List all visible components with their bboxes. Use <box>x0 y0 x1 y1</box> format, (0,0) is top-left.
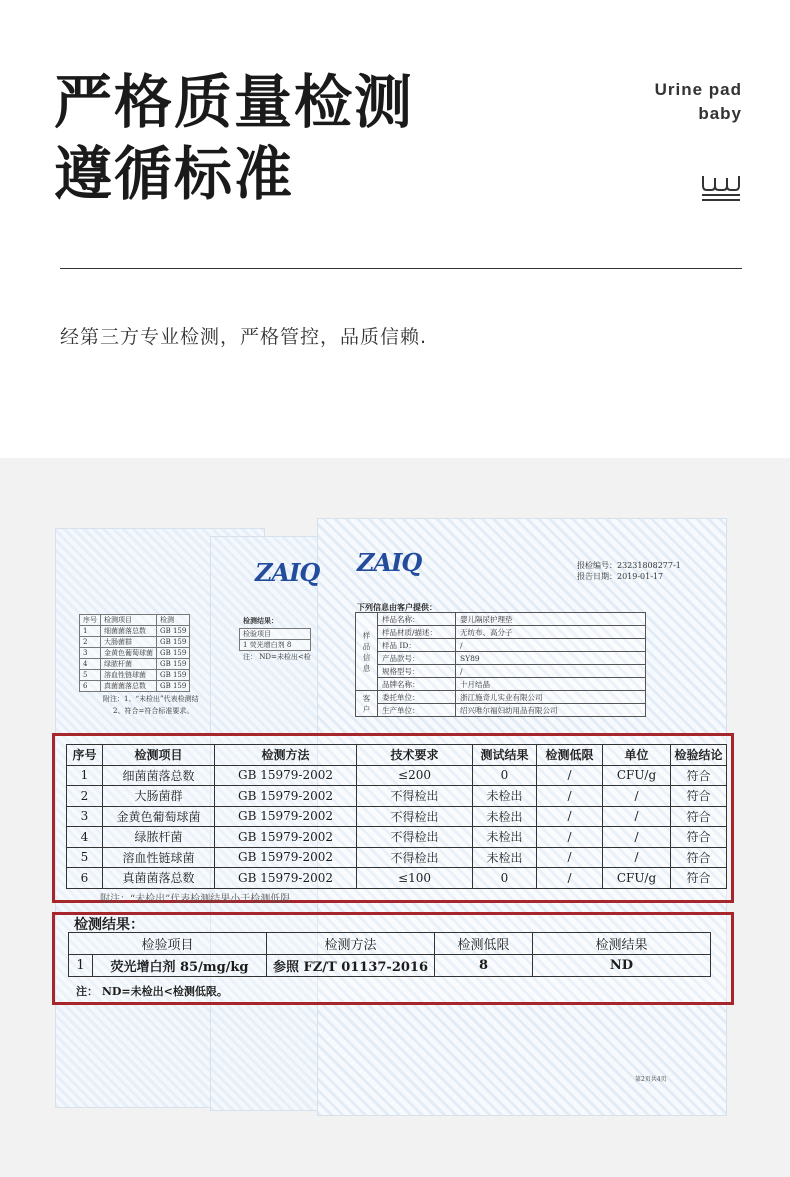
result-cell: 荧光增白剂 85/mg/kg <box>93 955 267 977</box>
info-label: 生产单位： <box>378 704 456 717</box>
cell: 金黄色葡萄球菌 <box>103 806 215 827</box>
client-info-table <box>355 612 646 717</box>
result-header-cell: 检测结果 <box>533 933 711 955</box>
back-cell: 金黄色葡萄球菌 <box>101 648 157 659</box>
cell: 未检出 <box>473 827 537 848</box>
cell: / <box>603 827 671 848</box>
info-value: 无纺布、高分子 <box>456 626 646 639</box>
info-label: 样品材质/描述： <box>378 626 456 639</box>
title-line-1: 严格质量检测 <box>54 68 415 136</box>
cell: / <box>537 847 603 868</box>
cell: / <box>603 806 671 827</box>
back-cell: 绿脓杆菌 <box>101 659 157 670</box>
cell: 细菌菌落总数 <box>103 765 215 786</box>
cell: / <box>537 827 603 848</box>
cell: ≤100 <box>357 868 473 889</box>
cell: / <box>537 765 603 786</box>
header-cell: 技术要求 <box>357 745 473 766</box>
cell: 0 <box>473 765 537 786</box>
back-header-cell: 序号 <box>80 615 101 626</box>
cell: 3 <box>67 806 103 827</box>
table-row <box>67 847 727 868</box>
cell: 未检出 <box>473 786 537 807</box>
table-row <box>67 868 727 889</box>
subtitle: 经第三方专业检测，严格管控，品质信赖. <box>60 326 428 348</box>
back-cell: 细菌菌落总数 <box>101 626 157 637</box>
info-value: SY89 <box>456 652 646 665</box>
brand-line-2: baby <box>698 104 742 123</box>
cell: 大肠菌群 <box>103 786 215 807</box>
page-title <box>54 66 414 210</box>
back-note-1: 附注：1、“未检出”代表检测结 <box>103 695 199 703</box>
cell: CFU/g <box>603 868 671 889</box>
test-table-note: 附注：“未检出”代表检测结果小于检测低限 <box>100 894 291 905</box>
back-header-cell: 检测项目 <box>101 615 157 626</box>
header-cell: 检验结论 <box>671 745 727 766</box>
result-header-row <box>69 933 711 955</box>
test-results-table <box>66 744 727 889</box>
mid-row: 1 荧光增白剂 8 <box>240 640 311 651</box>
title-line-2: 遵循标准 <box>54 140 295 208</box>
back-cell: GB 159 <box>157 648 190 659</box>
header-section <box>0 0 790 458</box>
info-value: 浙江施奇儿实业有限公司 <box>456 691 646 704</box>
back-cell: 6 <box>80 681 101 692</box>
header-cell: 检测项目 <box>103 745 215 766</box>
cell: 不得检出 <box>357 847 473 868</box>
result-row <box>69 955 711 977</box>
back-note-2: 2、符合=符合标准要求。 <box>113 707 194 715</box>
result-cell: ND <box>533 955 711 977</box>
cell: GB 15979-2002 <box>215 765 357 786</box>
result-cell: 1 <box>69 955 93 977</box>
brand-text <box>655 78 742 126</box>
cell: 符合 <box>671 827 727 848</box>
cell: 0 <box>473 868 537 889</box>
back-cell: GB 159 <box>157 670 190 681</box>
report-date-text: 报告日期：2019-01-17 <box>577 572 664 581</box>
cell: 1 <box>67 765 103 786</box>
cell: / <box>603 786 671 807</box>
cell: 真菌菌落总数 <box>103 868 215 889</box>
back-cell: GB 159 <box>157 681 190 692</box>
result-header-cell: 检测低限 <box>435 933 533 955</box>
info-label: 样品名称： <box>378 613 456 626</box>
client-group-label: 客户 <box>356 691 378 717</box>
header-cell: 单位 <box>603 745 671 766</box>
cell: GB 15979-2002 <box>215 827 357 848</box>
back-cell: 1 <box>80 626 101 637</box>
header-cell: 序号 <box>67 745 103 766</box>
cell: 未检出 <box>473 847 537 868</box>
result-header-cell: 检验项目 <box>69 933 267 955</box>
info-label: 规格型号： <box>378 665 456 678</box>
result-cell: 参照 FZ/T 01137-2016 <box>267 955 435 977</box>
back-cell: 5 <box>80 670 101 681</box>
waves-icon <box>700 172 742 202</box>
table-row <box>67 786 727 807</box>
result-header-cell: 检测方法 <box>267 933 435 955</box>
cell: / <box>537 786 603 807</box>
back-header-cell: 检测 <box>157 615 190 626</box>
report-number-text: 报检编号：23231808277-1 <box>577 561 681 570</box>
cell: GB 15979-2002 <box>215 806 357 827</box>
brand-line-1: Urine pad <box>654 80 742 99</box>
mid-header: 检验项目 <box>240 629 311 640</box>
back-cell: 2 <box>80 637 101 648</box>
cell: CFU/g <box>603 765 671 786</box>
header-cell: 检测方法 <box>215 745 357 766</box>
info-value: 绍兴唯尔福妇幼用品有限公司 <box>456 704 646 717</box>
back-cell: 溶血性链球菌 <box>101 670 157 681</box>
report-number <box>577 560 681 582</box>
cell: 绿脓杆菌 <box>103 827 215 848</box>
back-cell: GB 159 <box>157 626 190 637</box>
fluorescent-result-table <box>68 932 711 977</box>
info-value: 婴儿隔尿护理垫 <box>456 613 646 626</box>
info-value: 十月结晶 <box>456 678 646 691</box>
result-cell: 8 <box>435 955 533 977</box>
result-table-note: 注： ND=未检出<检测低限。 <box>76 985 228 998</box>
back-sheet-table <box>79 614 190 692</box>
cell: 2 <box>67 786 103 807</box>
back-cell: GB 159 <box>157 659 190 670</box>
table-row <box>67 806 727 827</box>
page-number: 第2页共4页 <box>635 1076 667 1083</box>
info-label: 委托单位： <box>378 691 456 704</box>
back-cell: 大肠菌群 <box>101 637 157 648</box>
back-cell: 4 <box>80 659 101 670</box>
header-cell: 测试结果 <box>473 745 537 766</box>
cell: 溶血性链球菌 <box>103 847 215 868</box>
cell: / <box>537 806 603 827</box>
info-value: / <box>456 639 646 652</box>
cell: / <box>537 868 603 889</box>
back-cell: 3 <box>80 648 101 659</box>
cell: 符合 <box>671 868 727 889</box>
info-label: 产品款号： <box>378 652 456 665</box>
cell: 不得检出 <box>357 806 473 827</box>
client-info-title: 下列信息由客户提供： <box>357 602 437 612</box>
zaiq-logo-front: ZAIQ <box>357 548 422 577</box>
sample-group-label: 样品信息 <box>356 613 378 691</box>
info-label: 样品 ID： <box>378 639 456 652</box>
table-row <box>67 827 727 848</box>
cell: 符合 <box>671 806 727 827</box>
info-value: / <box>456 665 646 678</box>
divider <box>60 268 742 269</box>
header-cell: 检测低限 <box>537 745 603 766</box>
cell: GB 15979-2002 <box>215 847 357 868</box>
cell: 不得检出 <box>357 827 473 848</box>
cell: 未检出 <box>473 806 537 827</box>
cell: 不得检出 <box>357 786 473 807</box>
cell: ≤200 <box>357 765 473 786</box>
mid-sheet-table <box>239 628 311 651</box>
cell: 4 <box>67 827 103 848</box>
cell: GB 15979-2002 <box>215 786 357 807</box>
back-cell: 真菌菌落总数 <box>101 681 157 692</box>
zaiq-logo: ZAIQ <box>255 558 320 587</box>
mid-result-title: 检测结果： <box>243 616 278 625</box>
cell: GB 15979-2002 <box>215 868 357 889</box>
table-row <box>67 765 727 786</box>
cell: 符合 <box>671 847 727 868</box>
cell: / <box>603 847 671 868</box>
cell: 符合 <box>671 765 727 786</box>
table-header-row <box>67 745 727 766</box>
result-title: 检测结果： <box>74 917 144 933</box>
cell: 5 <box>67 847 103 868</box>
back-cell: GB 159 <box>157 637 190 648</box>
mid-note: 注： ND=未检出<检 <box>243 653 311 661</box>
info-label: 品牌名称： <box>378 678 456 691</box>
cell: 符合 <box>671 786 727 807</box>
cell: 6 <box>67 868 103 889</box>
